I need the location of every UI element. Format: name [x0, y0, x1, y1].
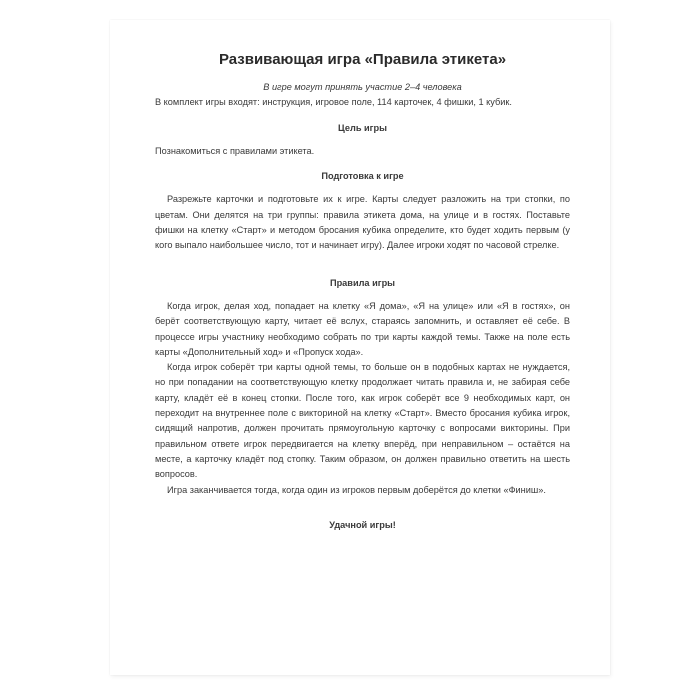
rules-paragraph: Когда игрок, делая ход, попадает на клетку «Я дома», «Я на улице» или «Я в гостях», он берёт соответствующую карту, читает её вслух, стараясь запомнить, и оставляет её себе. В процессе игры участнику необходимо собрать по три карты каждой темы. Также на поле есть карты «Дополнительный ход» и «Пропуск хода».: [155, 300, 570, 357]
document-title: Развивающая игра «Правила этикета»: [218, 51, 507, 68]
goal-heading: Цель игры: [338, 122, 387, 133]
prep-heading: Подготовка к игре: [321, 171, 404, 182]
rules-paragraph: Игра заканчивается тогда, когда один из игроков первым доберётся до клетки «Финиш».: [167, 484, 546, 495]
prep-text: Разрежьте карточки и подготовьте их к игре. Карты следует разложить на три стопки, по цветам. Они делятся на три группы: правила этикета дома, на улице и в гостях. Поставьте фишки на клетку «Старт» и методом бросания кубика определите, кто будет ходить первым (у кого выпало наибольшее число, тот и начинает игру). Далее игроки ходят по часовой стрелке.: [155, 194, 570, 251]
players-subtitle: В игре могут принять участие 2–4 человека: [263, 82, 462, 92]
rules-heading: Правила игры: [329, 277, 396, 288]
kit-contents: В комплект игры входят: инструкция, игровое поле, 114 карточек, 4 фишки, 1 кубик.: [155, 97, 512, 108]
instruction-sheet: [110, 20, 610, 675]
rules-paragraph: Когда игрок соберёт три карты одной темы, то больше он в подобных картах не нуждается, но при попадании на соответствующую клетку продолжает читать правила и, не забирая себе карту, кладёт её в конец стопки. После того, как игрок соберёт все 9 необходимых карт, он переходит на внутреннее поле с викториной на клетку «Старт». Вместо бросания кубика игрок, сидящий напротив, должен прочитать прямоугольную карточку с вопросами викторины. При правильном ответе игрок передвигается на клетку вперёд, при неправильном – остаётся на месте, а карточку кладёт под стопку. Таким образом, он должен правильно ответить на шесть вопросов.: [155, 362, 570, 480]
closing-text: Удачной игры!: [329, 519, 396, 530]
goal-text: Познакомиться с правилами этикета.: [155, 145, 315, 156]
document-content: [155, 50, 570, 533]
